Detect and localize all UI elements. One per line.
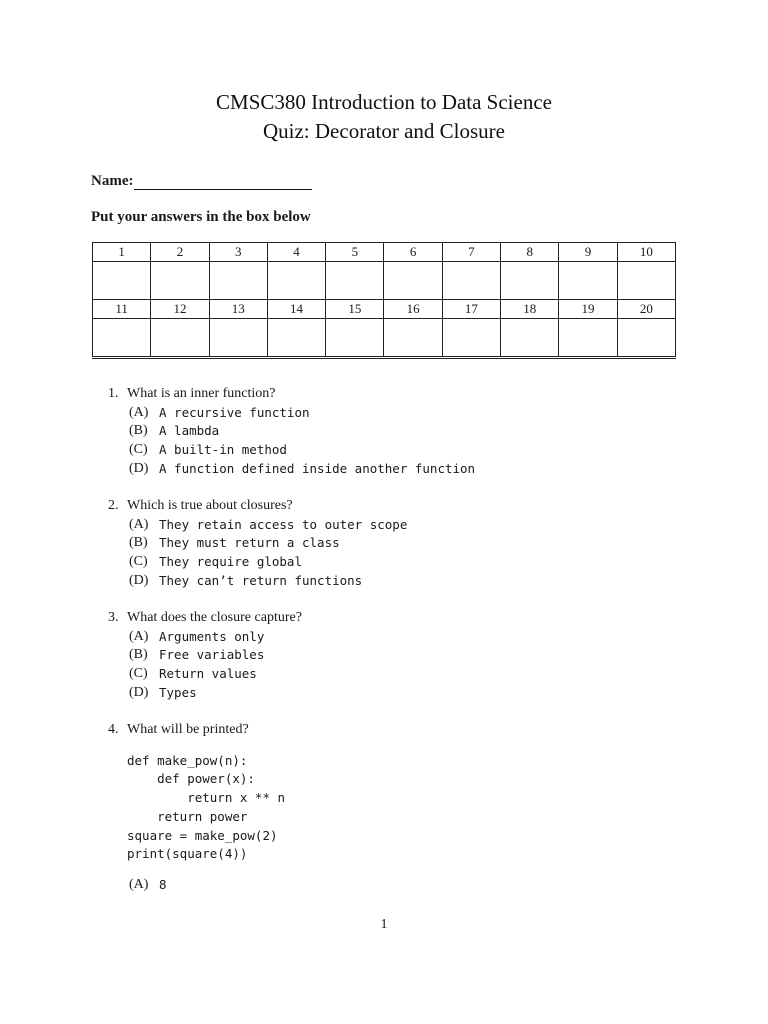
question-number: 2. [108,498,119,514]
answer-box[interactable] [209,262,267,300]
option-a [108,516,708,535]
answer-number: 13 [209,300,267,319]
question-prompt [108,609,708,628]
option-a [108,404,708,423]
quiz-title: Quiz: Decorator and Closure [262,119,505,143]
option-b [108,646,708,665]
option-text: They can’t return functions [159,572,363,588]
answer-number: 10 [617,243,675,262]
answer-number: 18 [501,300,559,319]
answer-box[interactable] [93,319,151,358]
question-prompt [108,497,708,516]
answer-box[interactable] [93,262,151,300]
question-number: 1. [108,386,119,401]
document-title [0,88,768,146]
option-a [108,876,708,895]
question-number: 4. [108,722,119,738]
option-text: They retain access to outer scope [159,516,408,532]
question-text: What is an inner function? [127,386,276,401]
option-d [108,572,708,591]
answer-box[interactable] [267,262,325,300]
option-a [108,628,708,647]
question-3 [108,609,708,703]
option-text: Arguments only [159,628,265,644]
option-text: They must return a class [159,535,340,551]
name-label: Name: [91,173,134,189]
option-text: A function defined inside another function [159,460,476,476]
question-2 [108,497,708,591]
option-text: Return values [159,666,257,682]
option-text: A built-in method [159,442,287,458]
option-c [108,441,708,460]
answer-box[interactable] [501,319,559,358]
option-letter: (B) [129,423,148,439]
answer-number: 9 [559,243,617,262]
option-b [108,534,708,553]
answer-box[interactable] [151,319,209,358]
answer-number-row [93,243,676,262]
answer-table [92,242,676,359]
option-text: Free variables [159,647,265,663]
answer-number: 14 [267,300,325,319]
option-letter: (C) [129,554,148,570]
option-c [108,665,708,684]
answer-box[interactable] [559,319,617,358]
answer-box-row [93,319,676,358]
option-letter: (A) [129,876,149,892]
answer-box[interactable] [326,262,384,300]
answer-box-row [93,262,676,300]
answer-box[interactable] [559,262,617,300]
answer-number: 20 [617,300,675,319]
option-d [108,684,708,703]
name-field [91,173,312,190]
answer-number: 19 [559,300,617,319]
question-4 [108,721,708,895]
answer-box[interactable] [384,262,442,300]
answer-box[interactable] [617,262,675,300]
option-text: 8 [159,876,167,892]
option-letter: (A) [129,404,149,420]
answer-number: 15 [326,300,384,319]
option-letter: (D) [129,684,149,700]
course-title: CMSC380 Introduction to Data Science [216,90,552,114]
instructions: Put your answers in the box below [91,209,311,225]
answer-number: 8 [501,243,559,262]
answer-number-row [93,300,676,319]
question-prompt [108,385,708,404]
page-number: 1 [380,917,388,932]
answer-box[interactable] [326,319,384,358]
option-d [108,460,708,479]
option-letter: (C) [129,666,148,682]
answer-box[interactable] [501,262,559,300]
option-letter: (D) [129,572,149,588]
option-letter: (B) [129,535,148,551]
answer-number: 4 [267,243,325,262]
answer-box[interactable] [442,319,500,358]
option-letter: (C) [129,442,148,458]
question-prompt [108,721,708,740]
question-text: Which is true about closures? [127,498,293,514]
name-blank-line [134,175,312,190]
answer-number: 1 [93,243,151,262]
answer-number: 7 [442,243,500,262]
answer-number: 17 [442,300,500,319]
answer-number: 12 [151,300,209,319]
answer-box[interactable] [267,319,325,358]
option-text: Types [159,684,197,700]
question-text: What does the closure capture? [127,610,302,626]
option-letter: (A) [129,516,149,532]
answer-number: 11 [93,300,151,319]
answer-number: 3 [209,243,267,262]
answer-number: 2 [151,243,209,262]
answer-box[interactable] [151,262,209,300]
question-list [108,385,708,913]
question-1 [108,385,708,479]
option-b [108,422,708,441]
option-letter: (D) [129,460,149,476]
answer-number: 16 [384,300,442,319]
answer-number: 5 [326,243,384,262]
option-letter: (B) [129,647,148,663]
answer-box[interactable] [209,319,267,358]
code-block: def make_pow(n): def power(x): return x ** n return power square = make_pow(2) print(square(4)) [127,752,286,862]
option-text: A lambda [159,423,220,439]
option-c [108,553,708,572]
option-text: They require global [159,554,302,570]
answer-number: 6 [384,243,442,262]
option-text: A recursive function [159,404,310,420]
question-text: What will be printed? [127,722,249,738]
option-letter: (A) [129,628,149,644]
answer-box[interactable] [617,319,675,358]
answer-box[interactable] [442,262,500,300]
question-number: 3. [108,610,119,626]
answer-box[interactable] [384,319,442,358]
